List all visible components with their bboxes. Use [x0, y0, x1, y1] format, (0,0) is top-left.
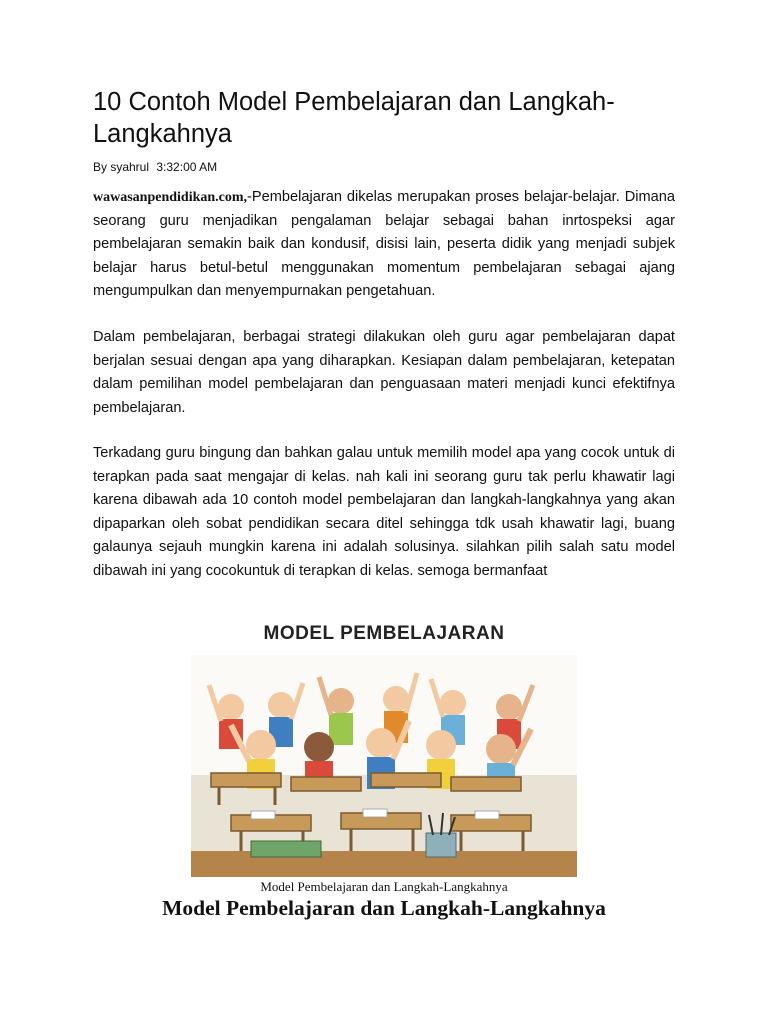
author-name: By syahrul: [93, 160, 150, 174]
article-title: 10 Contoh Model Pembelajaran dan Langkah-Langkahnya: [93, 88, 615, 148]
article-meta: [93, 159, 221, 175]
source-site: wawasanpendidikan.com,: [93, 190, 248, 205]
classroom-illustration: [191, 655, 577, 877]
section-heading: Model Pembelajaran dan Langkah-Langkahnya: [162, 896, 606, 920]
paragraph-intro: [93, 186, 675, 304]
figure-heading: MODEL PEMBELAJARAN: [263, 623, 505, 644]
paragraph-3: Terkadang guru bingung dan bahkan galau untuk memilih model apa yang cocok untuk di terapkan pada saat mengajar di kelas. nah kali ini seorang guru tak perlu khawatir lagi karena dibawah ada 10 contoh model pembelajaran dan langkah-langkahnya yang akan dipaparkan oleh sobat pendidikan secara ditel sehingga tdk usah khawatir lagi, buang galaunya sejauh mungkin karena ini adalah solusinya. silahkan pilih salah satu model dibawah ini yang cocokuntuk di terapkan di kelas. semoga bermanfaat: [93, 445, 675, 579]
figure-caption: Model Pembelajaran dan Langkah-Langkahnya: [260, 879, 508, 894]
paragraph-2: Dalam pembelajaran, berbagai strategi dilakukan oleh guru agar pembelajaran dapat berjalan sesuai dengan apa yang diharapkan. Kesiapan dalam pembelajaran, ketepatan dalam pemilihan model pembelajaran dan penguasaan materi menjadi kunci efektifnya pembelajaran.: [93, 329, 675, 416]
paragraph-intro-text: -Pembelajaran dikelas merupakan proses belajar-belajar. Dimana seorang guru menjadikan pengalaman belajar sebagai bahan inrtospeksi agar pembelajaran semakin baik dan kondusif, disisi lain, peserta didik yang menjadi subjek belajar harus betul-betul menggunakan momentum pembelajaran sebagai ajang mengumpulkan dan menyempurnakan pengetahuan.: [93, 189, 675, 299]
post-time: 3:32:00 AM: [156, 160, 218, 174]
